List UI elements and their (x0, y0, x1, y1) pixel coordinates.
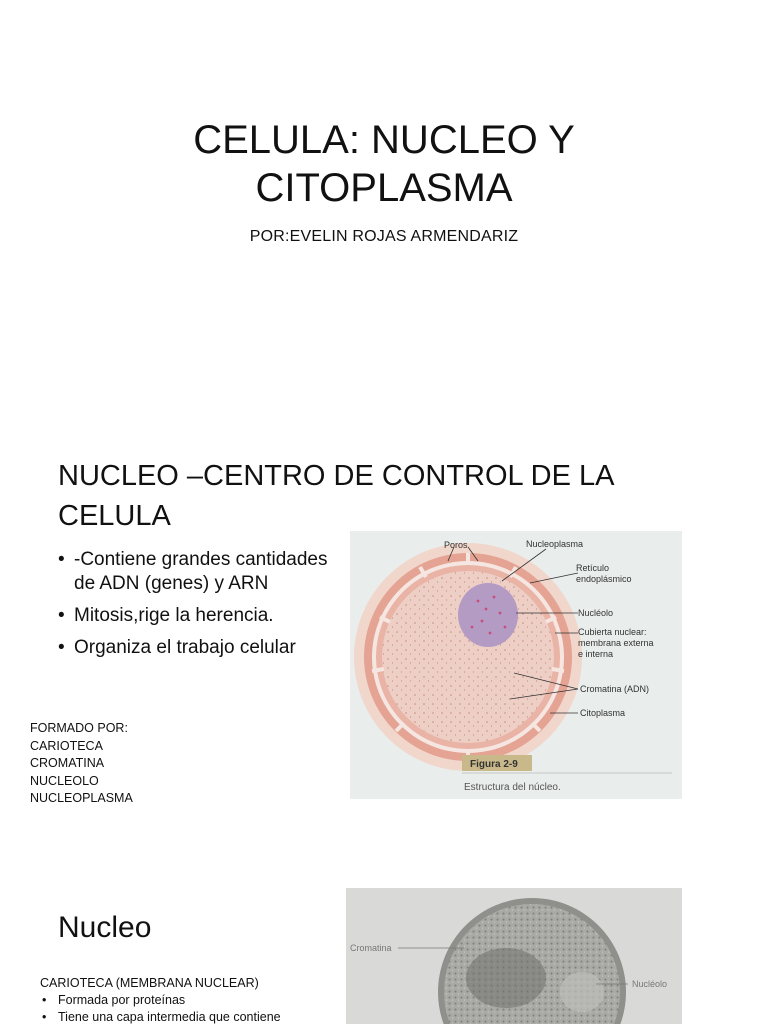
nucleus-diagram (350, 531, 682, 799)
formado-por-block (30, 720, 133, 808)
figure-caption: Estructura del núcleo. (464, 782, 561, 793)
formado-item: CROMATINA (30, 756, 105, 770)
slide3-bullet-list (40, 992, 281, 1026)
label-citoplasma: Citoplasma (580, 708, 626, 718)
formado-item: NUCLEOPLASMA (30, 791, 133, 805)
label-cromatina: Cromatina (350, 943, 392, 953)
title-line-1: CELULA: NUCLEO Y (193, 118, 575, 162)
bullet-item: • Formada por proteínas (40, 992, 281, 1009)
label-poros: Poros (444, 540, 468, 550)
label-cubierta-3: e interna (578, 649, 614, 659)
slide2-heading-line-2: CELULA (58, 500, 171, 532)
figure-number: Figura 2-9 (470, 759, 518, 770)
bullet-item: • Organiza el trabajo celular (58, 636, 338, 660)
formado-label: FORMADO POR: (30, 721, 128, 735)
nucleolus-shape (458, 583, 518, 647)
nucleus-structure-figure (350, 531, 682, 799)
micrograph-image (346, 888, 682, 1024)
label-reticulo-1: Retículo (576, 563, 610, 573)
label-cubierta-1: Cubierta nuclear: (578, 627, 647, 637)
micrograph-chromatin-mass (466, 948, 546, 1008)
micrograph-nucleolus (560, 972, 604, 1012)
label-cromatina: Cromatina (ADN) (580, 684, 650, 694)
formado-item: CARIOTECA (30, 738, 103, 753)
label-nucleolo: Nucléolo (578, 608, 614, 618)
bullet-item: • Mitosis,rige la herencia. (58, 604, 338, 628)
carioteca-label: CARIOTECA (MEMBRANA NUCLEAR) (40, 976, 259, 990)
nucleus-micrograph (346, 888, 682, 1024)
presentation-title (0, 116, 768, 212)
bullet-item: • Tiene una capa intermedia que contiene (40, 1009, 281, 1026)
formado-item: NUCLEOLO (30, 773, 99, 788)
title-line-2: CITOPLASMA (255, 166, 513, 210)
slide3-heading: Nucleo (58, 911, 152, 944)
slide2-bullet-list (58, 548, 338, 668)
label-nucleoplasma: Nucleoplasma (526, 539, 584, 549)
slide2-heading-line-1: NUCLEO –CENTRO DE CONTROL DE LA (58, 460, 615, 492)
label-cubierta-2: membrana externa (578, 638, 654, 648)
author-subtitle: POR:EVELIN ROJAS ARMENDARIZ (249, 228, 519, 245)
bullet-item: • -Contiene grandes cantidades de ADN (genes) y ARN (58, 548, 338, 596)
label-reticulo-2: endoplásmico (576, 574, 632, 584)
label-nucleolo: Nucléolo (632, 979, 668, 989)
slide2-heading (58, 456, 618, 536)
